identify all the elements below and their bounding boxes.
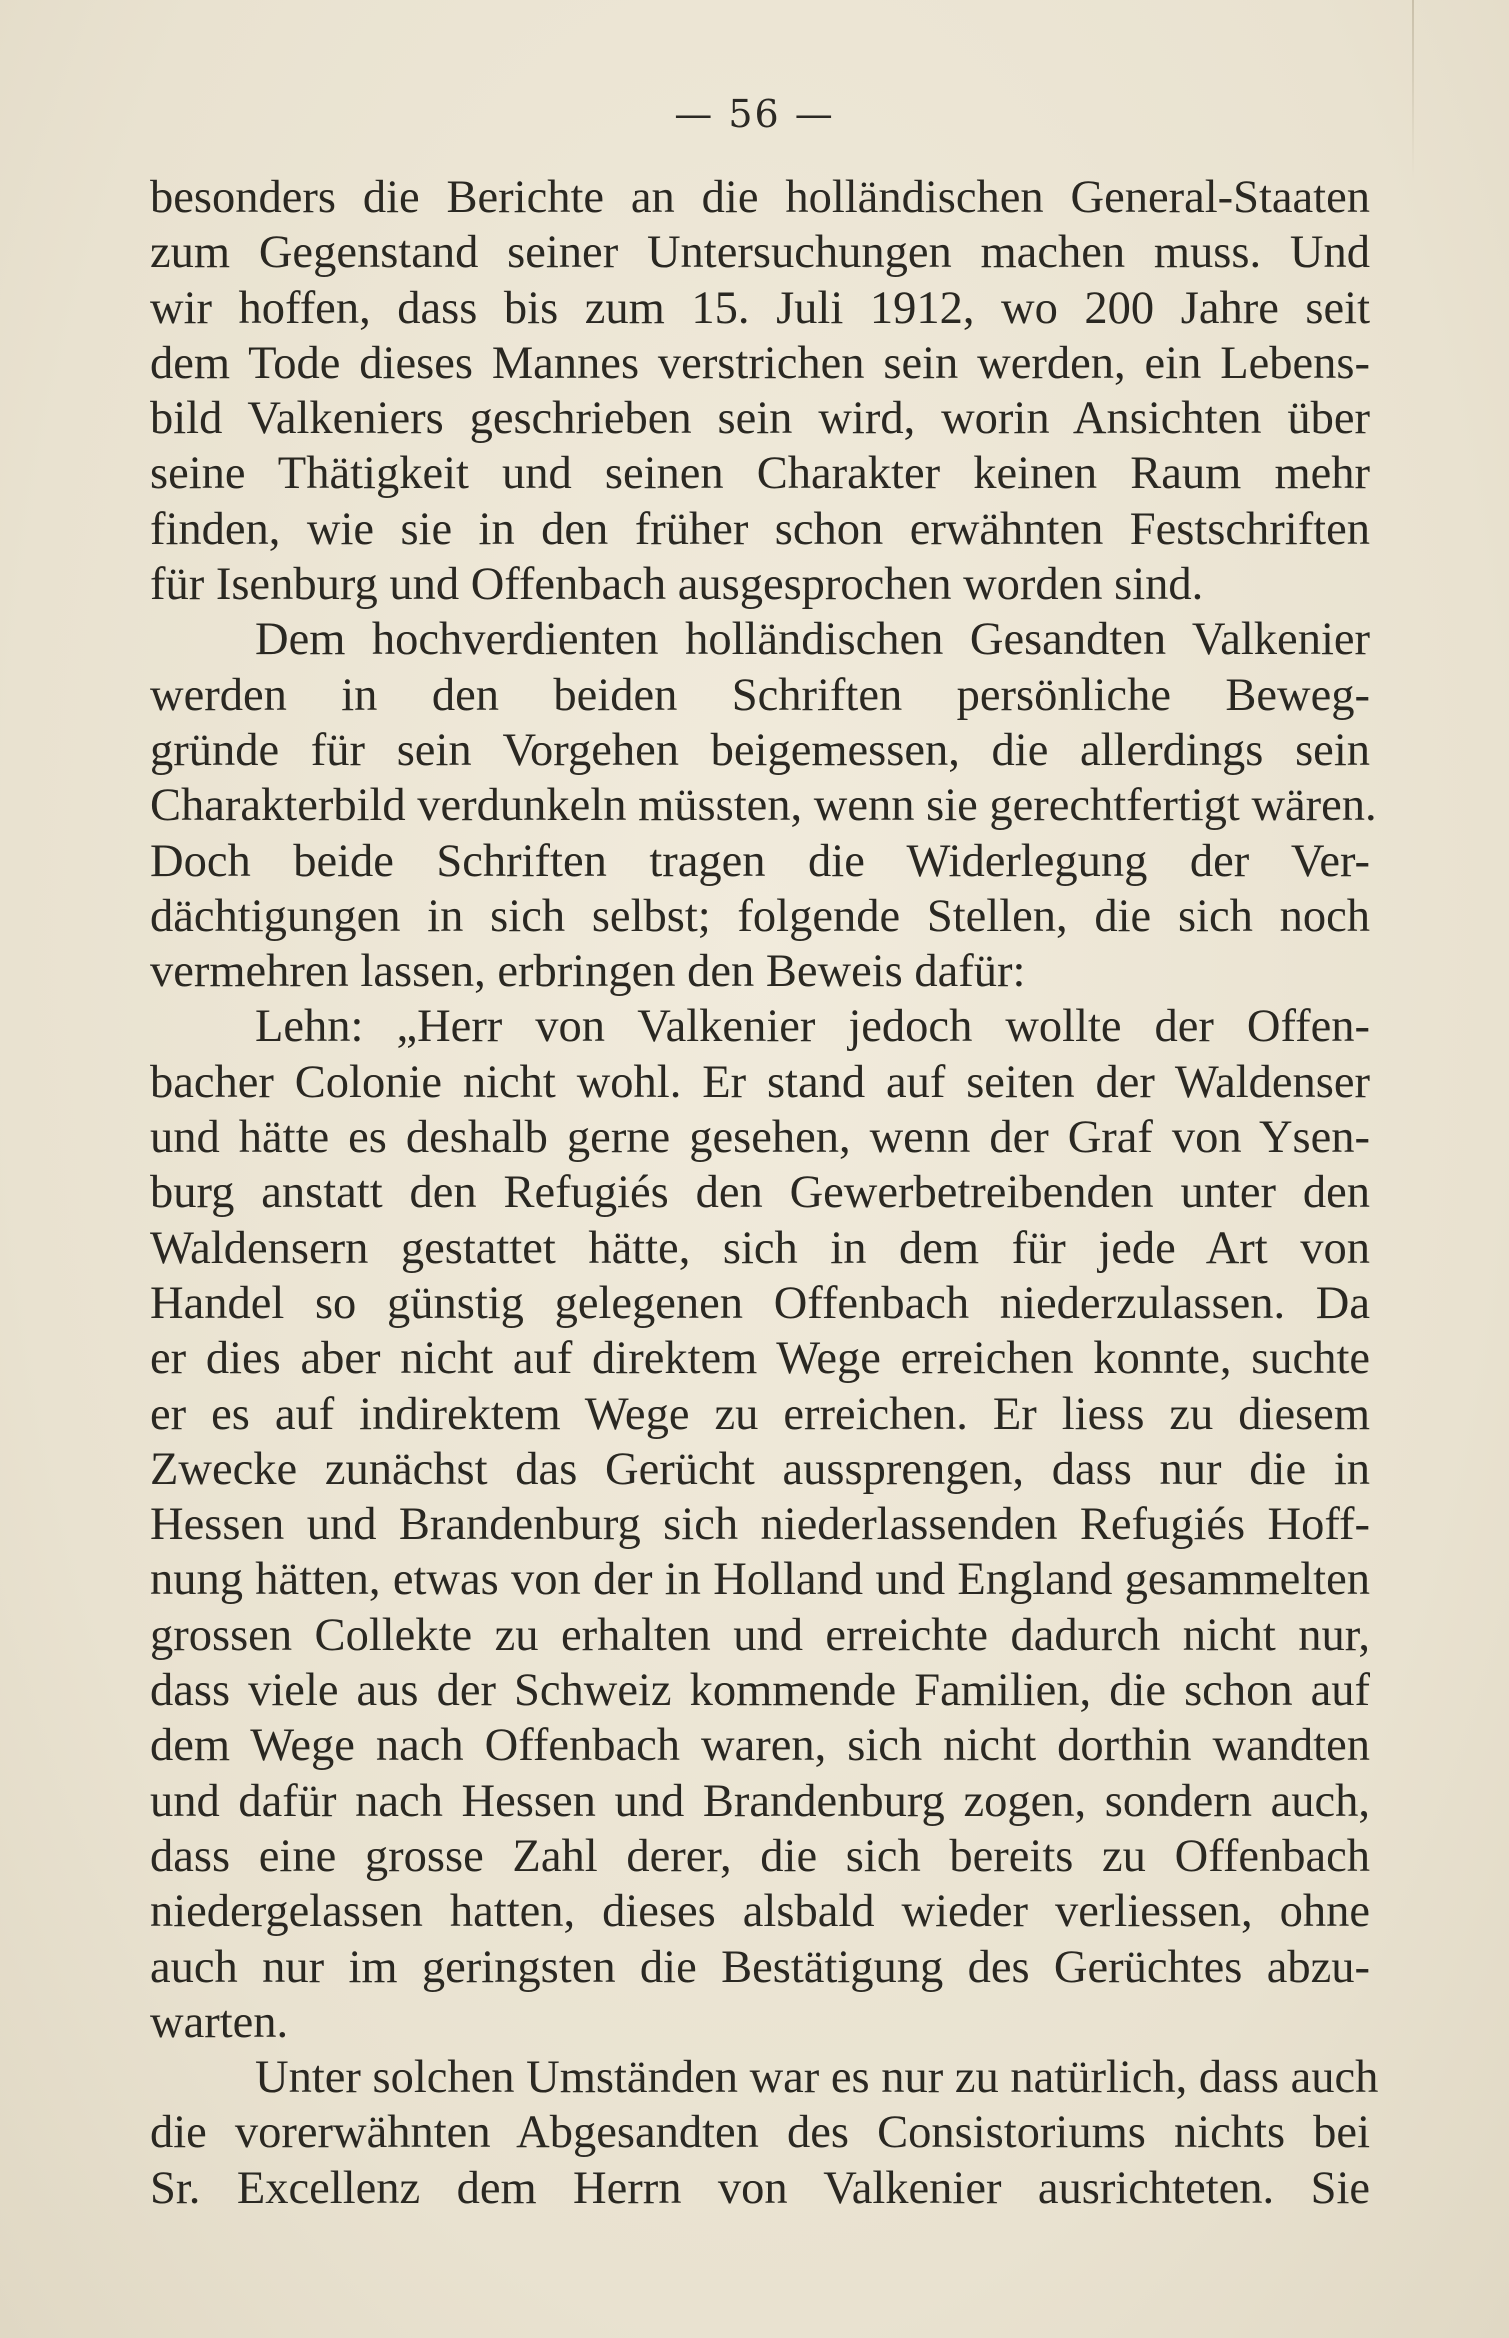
paragraph-1	[150, 170, 1370, 612]
text-line: bacher Colonie nicht wohl. Er stand auf seiten der Waldenser	[150, 1056, 1370, 1108]
text-line: Zwecke zunächst das Gerücht aussprengen, dass nur die in	[150, 1443, 1370, 1495]
text-line: grossen Collekte zu erhalten und erreichte dadurch nicht nur,	[150, 1609, 1370, 1661]
text-line: nung hätten, etwas von der in Holland und England gesammelten	[150, 1554, 1370, 1606]
text-line: Hessen und Brandenburg sich niederlassenden Refugiés Hoff-	[150, 1499, 1370, 1551]
text-line: werden in den beiden Schriften persönliche Beweg-	[150, 669, 1370, 721]
text-line: er dies aber nicht auf direktem Wege erreichen konnte, suchte	[150, 1333, 1370, 1385]
text-line: er es auf indirektem Wege zu erreichen. Er liess zu diesem	[150, 1388, 1370, 1440]
body-text	[150, 170, 1379, 2216]
page-number: — 56 —	[674, 92, 835, 136]
text-line: Lehn: „Herr von Valkenier jedoch wollte der Offen-	[255, 1001, 1370, 1053]
text-line: dächtigungen in sich selbst; folgende Stellen, die sich noch	[150, 890, 1370, 942]
text-line: auch nur im geringsten die Bestätigung des Gerüchtes abzu-	[150, 1941, 1370, 1993]
text-line: seine Thätigkeit und seinen Charakter keinen Raum mehr	[150, 448, 1370, 500]
text-line: Dem hochverdienten holländischen Gesandten Valkenier	[255, 614, 1370, 666]
page-edge-shadow	[1412, 0, 1414, 180]
text-line: für Isenburg und Offenbach ausgesprochen worden sind.	[150, 559, 1204, 611]
paragraph-3-quotation	[150, 999, 1370, 2050]
text-line: dass eine grosse Zahl derer, die sich bereits zu Offenbach	[150, 1830, 1370, 1882]
text-line: und dafür nach Hessen und Brandenburg zogen, sondern auch,	[150, 1775, 1370, 1827]
text-line: niedergelassen hatten, dieses alsbald wieder verliessen, ohne	[150, 1886, 1370, 1938]
text-line: warten.	[150, 1996, 289, 2048]
text-line: die vorerwähnten Abgesandten des Consistoriums nichts bei	[150, 2107, 1370, 2159]
text-line: dem Tode dieses Mannes verstrichen sein werden, ein Lebens-	[150, 337, 1370, 389]
text-line: besonders die Berichte an die holländischen General-Staaten	[150, 172, 1370, 223]
text-line: zum Gegenstand seiner Untersuchungen machen muss. Und	[150, 227, 1370, 279]
text-line: Doch beide Schriften tragen die Widerlegung der Ver-	[150, 835, 1370, 887]
text-line: und hätte es deshalb gerne gesehen, wenn der Graf von Ysen-	[150, 1112, 1370, 1164]
text-line: finden, wie sie in den früher schon erwähnten Festschriften	[150, 503, 1370, 555]
text-line: wir hoffen, dass bis zum 15. Juli 1912, wo 200 Jahre seit	[150, 282, 1370, 334]
text-line: bild Valkeniers geschrieben sein wird, worin Ansichten über	[150, 393, 1370, 445]
text-line: Waldensern gestattet hätte, sich in dem für jede Art von	[150, 1222, 1370, 1274]
text-line: Unter solchen Umständen war es nur zu natürlich, dass auch	[255, 2052, 1379, 2104]
text-line: gründe für sein Vorgehen beigemessen, die allerdings sein	[150, 724, 1370, 776]
text-line: Handel so günstig gelegenen Offenbach niederzulassen. Da	[150, 1277, 1370, 1329]
text-line: burg anstatt den Refugiés den Gewerbetreibenden unter den	[150, 1167, 1370, 1219]
text-line: Sr. Excellenz dem Herrn von Valkenier ausrichteten. Sie	[150, 2162, 1370, 2214]
text-line: dem Wege nach Offenbach waren, sich nicht dorthin wandten	[150, 1720, 1370, 1772]
text-line: dass viele aus der Schweiz kommende Familien, die schon auf	[150, 1665, 1370, 1717]
text-line: vermehren lassen, erbringen den Beweis dafür:	[150, 946, 1026, 998]
paragraph-2	[150, 612, 1377, 999]
text-line: Charakterbild verdunkeln müssten, wenn sie gerechtfertigt wären.	[150, 780, 1377, 832]
paragraph-4	[150, 2050, 1379, 2216]
